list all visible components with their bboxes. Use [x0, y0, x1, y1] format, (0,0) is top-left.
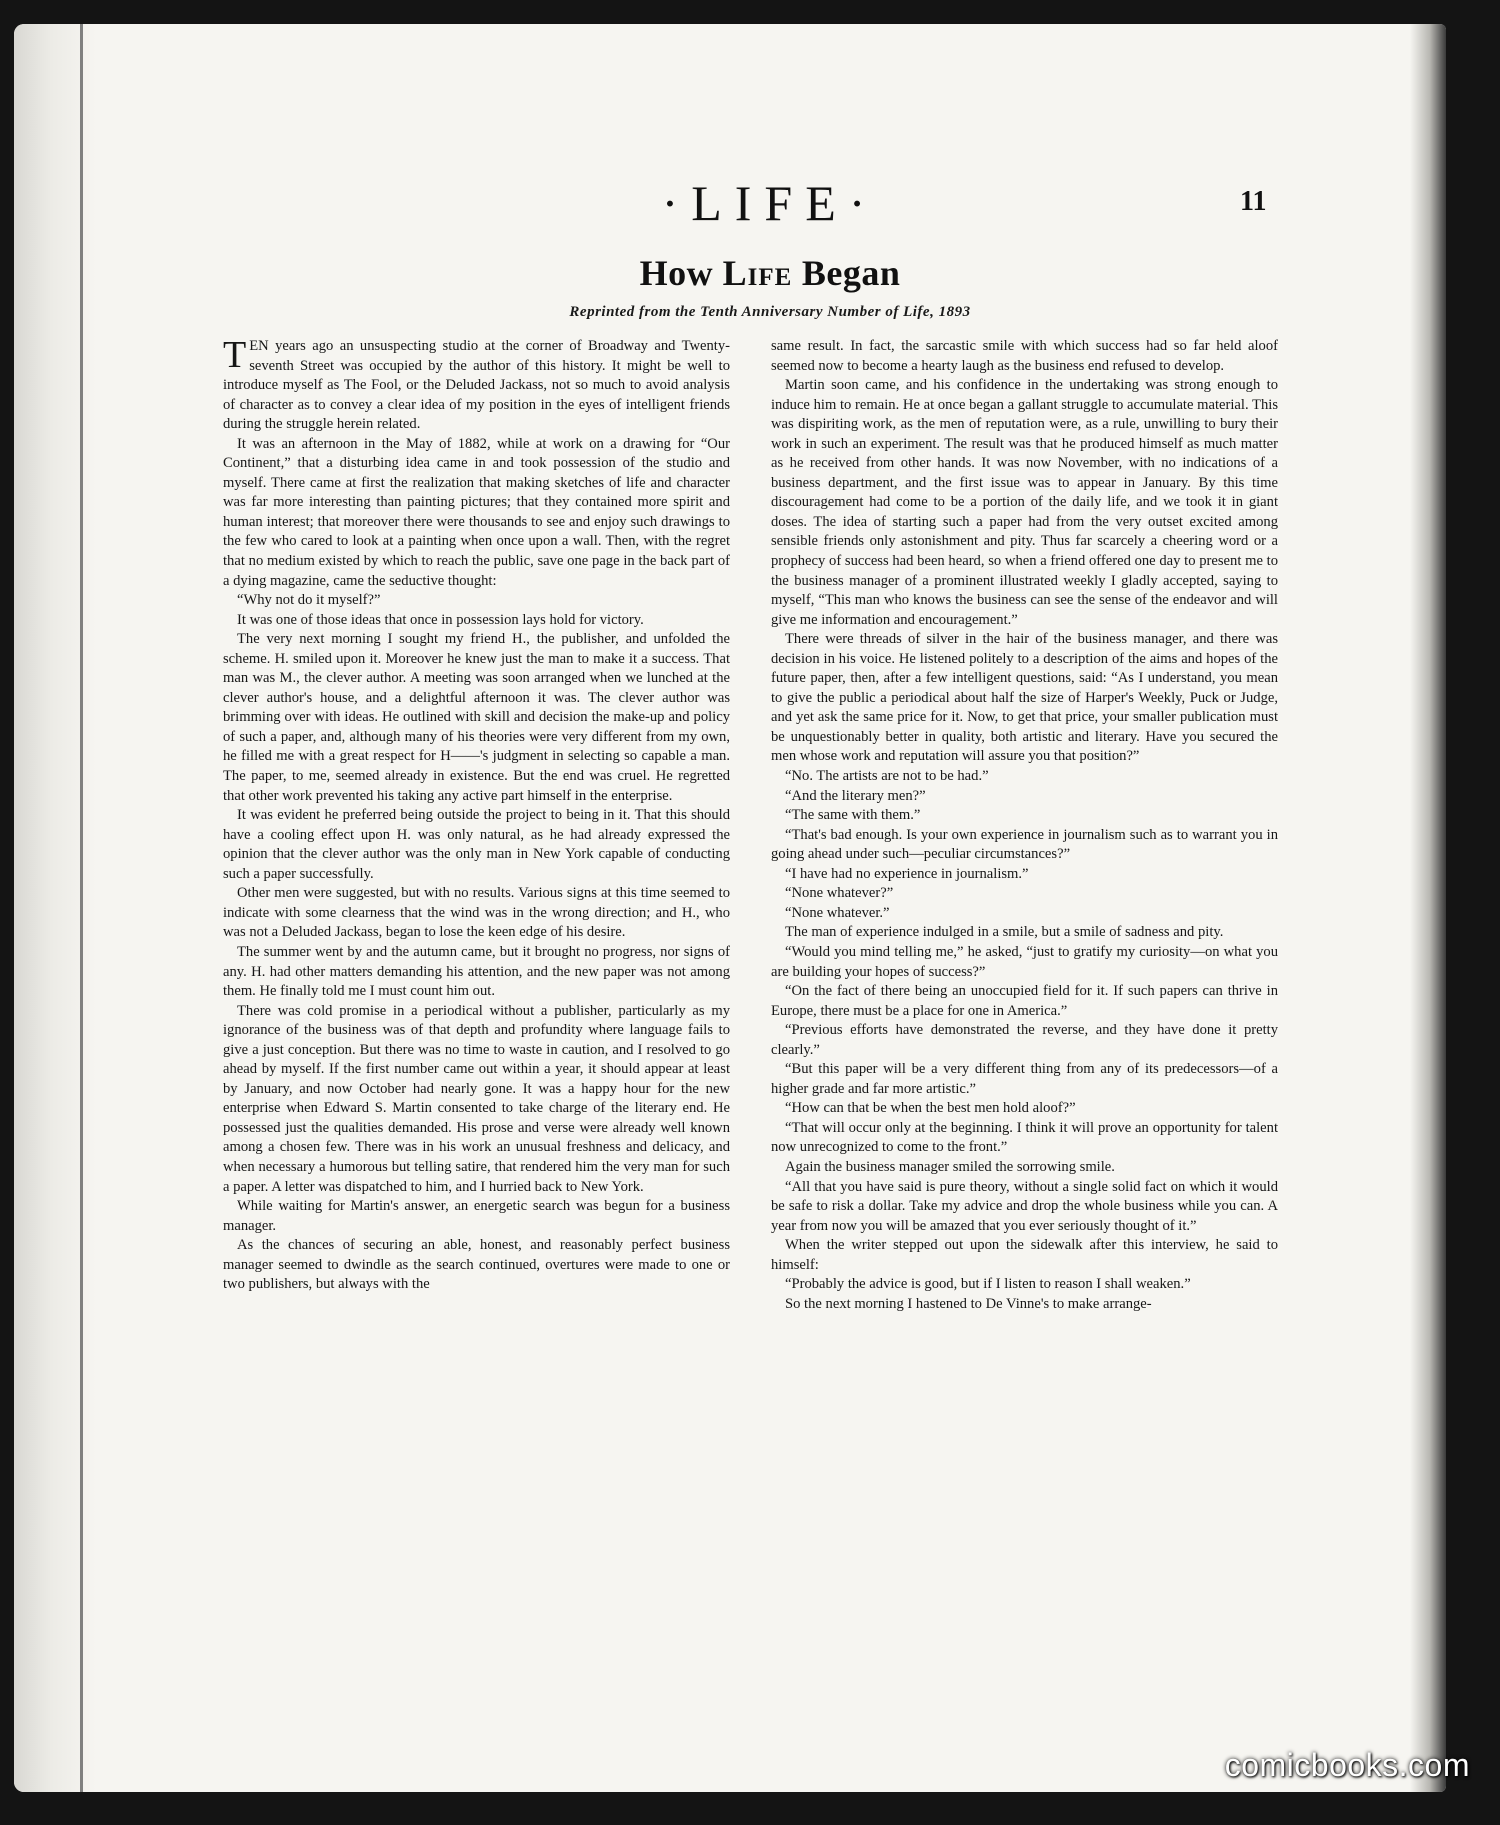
- headline-part: How: [639, 253, 723, 293]
- paragraph: “That's bad enough. Is your own experience in journalism such as to warrant you in going ahead under such—peculiar circumstances?”: [771, 826, 1278, 863]
- page-number: 11: [1240, 186, 1267, 217]
- paragraph-text: EN years ago an unsuspecting studio at the corner of Broadway and Twenty-seventh Street was occupied by the author of this history. It might be well to introduce myself as The Fool, or the Deluded Jackass, not so much to avoid analysis of character as to convey a clear idea of my position in the eyes of intelligent friends during the struggle herein related.: [223, 338, 730, 433]
- paragraph: It was an afternoon in the May of 1882, while at work on a drawing for “Our Continent,” that a disturbing idea came in and took possession of the studio and myself. There came at first the realization that making sketches of life and character was far more interesting than painting pictures; that they contained more spirit and human interest; that moreover there were thousands to see and enjoy such drawings to the few who cared to look at a painting when once upon a wall. Then, with the regret that no medium existed by which to reach the public, save one page in the back part of a dying magazine, came the seductive thought:: [223, 435, 730, 589]
- article-headline: [80, 252, 1460, 294]
- paragraph: “Why not do it myself?”: [237, 592, 381, 609]
- paragraph: Martin soon came, and his confidence in the undertaking was strong enough to induce him to remain. He at once began a gallant struggle to accumulate material. This was dispiriting work, as the men of reputation were, as a rule, unwilling to bury their work in such an experiment. The result was that he produced himself as much matter as he received from other hands. It was now November, with no indications of a business department, and the first issue was to appear in January. By this time discouragement had come to be a portion of the daily life, and we took it in giant doses. The idea of starting such a paper had from the very outset excited among sensible friends only astonishment and pity. Thus far scarcely a cheering word or a prophecy of success had been heard, so when a friend offered one day to present me to the business manager of a prominent illustrated weekly I gladly accepted, saying to myself, “This man who knows the business can see the sense of the endeavor and will give me information and encouragement.”: [771, 377, 1278, 628]
- paragraph: “None whatever?”: [785, 885, 894, 902]
- paragraph: The summer went by and the autumn came, but it brought no progress, nor signs of any. H. had other matters demanding his attention, and the new paper was not among them. He finally told me I must count him out.: [223, 943, 730, 1000]
- site-watermark: comicbooks.com: [1224, 1747, 1470, 1783]
- left-text-column: [223, 334, 730, 1295]
- paragraph: When the writer stepped out upon the sidewalk after this interview, he said to himself:: [771, 1237, 1278, 1273]
- paragraph: “I have had no experience in journalism.”: [785, 865, 1029, 882]
- right-text-column: [771, 337, 1278, 1314]
- paragraph: There was cold promise in a periodical without a publisher, particularly as my ignorance of the business was of that depth and profundity where language fails to give a just conception. But there was no time to waste in caution, and I resolved to go ahead by myself. If the first number came out within a year, it should appear at least by January, and now October had nearly gone. It was a happy hour for the new enterprise when Edward S. Martin consented to take charge of the literary end. He possessed just the qualities demanded. His prose and verse were already well known among a chosen few. There was in his work an unusual freshness and delicacy, and when necessary a humorous but telling satire, that rendered him the very man for such a paper. A letter was dispatched to him, and I hurried back to New York.: [223, 1002, 730, 1195]
- headline-life: Life: [722, 253, 793, 293]
- paragraph: “Probably the advice is good, but if I listen to reason I shall weaken.”: [785, 1276, 1191, 1293]
- paragraph: “How can that be when the best men hold aloof?”: [785, 1100, 1076, 1117]
- paragraph: As the chances of securing an able, honest, and reasonably perfect business manager seemed to dwindle as the search continued, overtures were made to one or two publishers, but always with the: [223, 1237, 730, 1293]
- paragraph: Again the business manager smiled the sorrowing smile.: [785, 1158, 1115, 1175]
- paragraph: Other men were suggested, but with no results. Various signs at this time seemed to indicate with some clearness that the wind was in the wrong direction; and H., who was not a Deluded Jackass, began to lose the keen edge of his desire.: [223, 885, 730, 941]
- paragraph: “All that you have said is pure theory, without a single solid fact on which it would be safe to risk a dollar. Take my advice and drop the whole business while you can. A year from now you will be amazed that you ever seriously thought of it.”: [771, 1178, 1278, 1234]
- paragraph: It was one of those ideas that once in possession lays hold for victory.: [237, 611, 644, 628]
- paragraph: “And the literary men?”: [785, 787, 926, 804]
- masthead-title: ·LIFE·: [661, 175, 879, 231]
- drop-cap: T: [223, 334, 247, 376]
- paragraph: There were threads of silver in the hair of the business manager, and there was decision in his voice. He listened politely to a description of the aims and hopes of the future paper, then, after a few intelligent questions, said: “As I understand, you mean to give the public a periodical about half the size of Harper's Weekly, Puck or Judge, and yet ask the same price for it. Now, to get that price, your smaller publication must be unquestionably better in quality, both artistic and literary. Have you secured the men whose work and reputation will assure you that position?”: [771, 631, 1278, 765]
- paragraph: “Previous efforts have demonstrated the reverse, and they have done it pretty clearly.”: [771, 1022, 1278, 1058]
- paragraph: The very next morning I sought my friend H., the publisher, and unfolded the scheme. H. smiled upon it. Moreover he knew just the man to make it a success. That man was M., the clever author. A meeting was soon arranged when we lunched at the clever author's house, and a delightful afternoon it was. The clever author was brimming over with ideas. He outlined with skill and decision the make-up and policy of such a paper, and, although many of his theories were very different from my own, he filled me with a great respect for H——'s judgment in selecting so capable a man. The paper, to me, seemed already in existence. But the end was cruel. He regretted that other work prevented his taking any active part himself in the enterprise.: [223, 631, 730, 804]
- paragraph: [223, 334, 730, 435]
- paragraph: “The same with them.”: [785, 807, 921, 824]
- paragraph: “None whatever.”: [785, 904, 890, 921]
- paragraph: “But this paper will be a very different thing from any of its predecessors—of a higher grade and far more artistic.”: [771, 1061, 1278, 1097]
- paragraph: It was evident he preferred being outside the project to being in it. That this should have a cooling effect upon H. was only natural, as he had already expressed the opinion that the clever author was the only man in New York capable of conducting such a paper successfully.: [223, 807, 730, 882]
- headline-part: Began: [792, 253, 901, 293]
- paragraph: “On the fact of there being an unoccupied field for it. If such papers can thrive in Europe, there must be a place for one in America.”: [771, 983, 1278, 1019]
- article-subtitle: Reprinted from the Tenth Anniversary Number of Life, 1893: [569, 304, 971, 320]
- paragraph: “Would you mind telling me,” he asked, “just to gratify my curiosity—on what you are building your hopes of success?”: [771, 943, 1278, 980]
- paragraph: So the next morning I hastened to De Vinne's to make arrange-: [785, 1295, 1152, 1312]
- paragraph: same result. In fact, the sarcastic smile with which success had so far held aloof seemed now to become a hearty laugh as the business end refused to develop.: [771, 338, 1278, 374]
- paragraph: “That will occur only at the beginning. I think it will prove an opportunity for talent now unrecognized to come to the front.”: [771, 1119, 1278, 1156]
- paragraph: The man of experience indulged in a smile, but a smile of sadness and pity.: [785, 924, 1224, 941]
- paragraph: “No. The artists are not to be had.”: [785, 768, 989, 785]
- paragraph: While waiting for Martin's answer, an energetic search was begun for a business manager.: [223, 1198, 730, 1234]
